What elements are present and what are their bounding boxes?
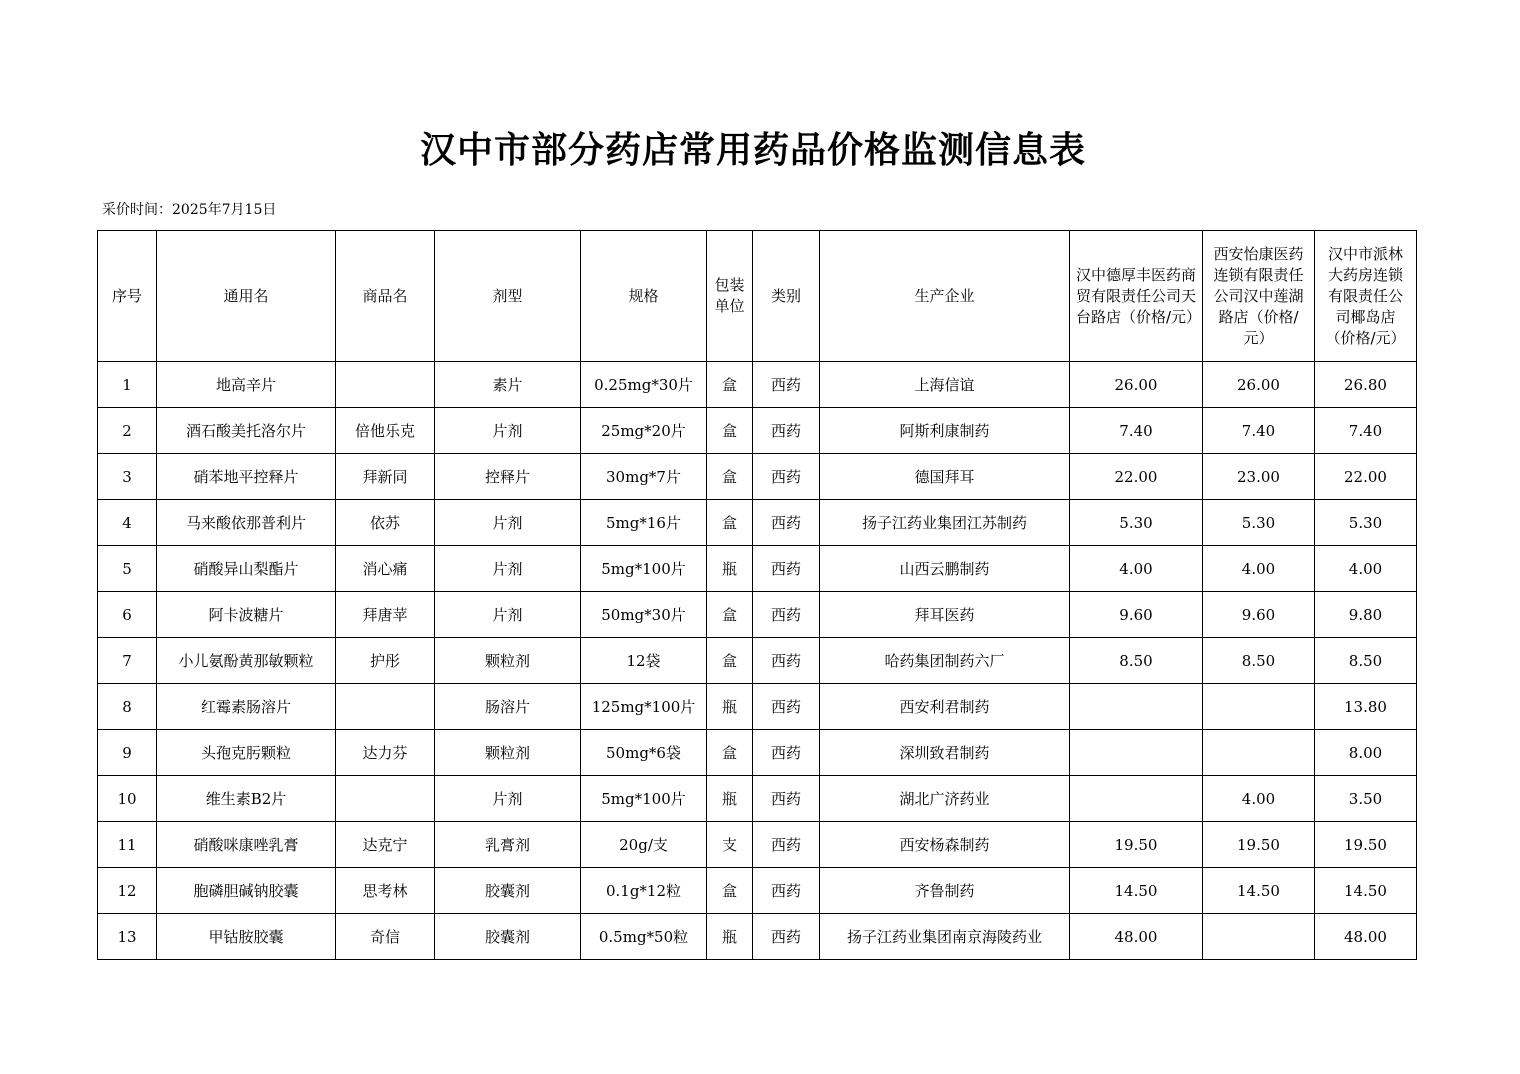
cell-store-1-price: 26.00 (1070, 362, 1203, 408)
header-row (98, 231, 1417, 362)
cell-store-2-price: 4.00 (1203, 546, 1315, 592)
cell-seq: 5 (98, 546, 157, 592)
cell-generic-name: 小儿氨酚黄那敏颗粒 (157, 638, 336, 684)
cell-trade-name: 达克宁 (336, 822, 435, 868)
cell-manufacturer: 扬子江药业集团南京海陵药业 (820, 914, 1070, 960)
cell-manufacturer: 上海信谊 (820, 362, 1070, 408)
cell-seq: 4 (98, 500, 157, 546)
cell-category: 西药 (753, 730, 820, 776)
cell-spec: 25mg*20片 (581, 408, 707, 454)
cell-manufacturer: 德国拜耳 (820, 454, 1070, 500)
cell-dosage-form: 片剂 (435, 592, 581, 638)
cell-manufacturer: 西安利君制药 (820, 684, 1070, 730)
cell-seq: 3 (98, 454, 157, 500)
cell-store-2-price: 5.30 (1203, 500, 1315, 546)
cell-store-1-price: 7.40 (1070, 408, 1203, 454)
cell-generic-name: 维生素B2片 (157, 776, 336, 822)
cell-category: 西药 (753, 868, 820, 914)
cell-trade-name: 倍他乐克 (336, 408, 435, 454)
cell-category: 西药 (753, 500, 820, 546)
cell-trade-name: 消心痛 (336, 546, 435, 592)
cell-generic-name: 红霉素肠溶片 (157, 684, 336, 730)
cell-store-3-price: 8.50 (1315, 638, 1417, 684)
cell-trade-name: 拜新同 (336, 454, 435, 500)
cell-store-1-price: 9.60 (1070, 592, 1203, 638)
table-row (98, 776, 1417, 822)
header-store-1-price: 汉中德厚丰医药商贸有限责任公司天台路店（价格/元） (1070, 231, 1203, 362)
table-row (98, 546, 1417, 592)
cell-seq: 6 (98, 592, 157, 638)
cell-generic-name: 阿卡波糖片 (157, 592, 336, 638)
cell-generic-name: 甲钴胺胶囊 (157, 914, 336, 960)
cell-package-unit: 盒 (707, 362, 753, 408)
cell-dosage-form: 颗粒剂 (435, 638, 581, 684)
cell-store-3-price: 3.50 (1315, 776, 1417, 822)
cell-spec: 12袋 (581, 638, 707, 684)
cell-trade-name: 思考林 (336, 868, 435, 914)
cell-store-2-price: 23.00 (1203, 454, 1315, 500)
cell-spec: 30mg*7片 (581, 454, 707, 500)
cell-store-3-price: 9.80 (1315, 592, 1417, 638)
cell-category: 西药 (753, 638, 820, 684)
cell-store-2-price (1203, 730, 1315, 776)
header-package-unit: 包装单位 (707, 231, 753, 362)
cell-spec: 0.5mg*50粒 (581, 914, 707, 960)
cell-store-3-price: 19.50 (1315, 822, 1417, 868)
cell-store-1-price: 19.50 (1070, 822, 1203, 868)
cell-seq: 7 (98, 638, 157, 684)
cell-store-2-price: 7.40 (1203, 408, 1315, 454)
cell-store-1-price: 48.00 (1070, 914, 1203, 960)
cell-store-2-price: 14.50 (1203, 868, 1315, 914)
cell-package-unit: 支 (707, 822, 753, 868)
cell-store-2-price (1203, 914, 1315, 960)
cell-dosage-form: 片剂 (435, 500, 581, 546)
header-seq: 序号 (98, 231, 157, 362)
cell-dosage-form: 肠溶片 (435, 684, 581, 730)
cell-store-1-price: 8.50 (1070, 638, 1203, 684)
page-title: 汉中市部分药店常用药品价格监测信息表 (419, 130, 1086, 171)
cell-spec: 20g/支 (581, 822, 707, 868)
cell-package-unit: 瓶 (707, 684, 753, 730)
cell-store-2-price: 26.00 (1203, 362, 1315, 408)
cell-dosage-form: 胶囊剂 (435, 914, 581, 960)
cell-package-unit: 盒 (707, 730, 753, 776)
cell-package-unit: 盒 (707, 868, 753, 914)
cell-store-1-price (1070, 776, 1203, 822)
cell-manufacturer: 深圳致君制药 (820, 730, 1070, 776)
cell-category: 西药 (753, 914, 820, 960)
cell-manufacturer: 湖北广济药业 (820, 776, 1070, 822)
cell-spec: 0.1g*12粒 (581, 868, 707, 914)
cell-trade-name: 依苏 (336, 500, 435, 546)
cell-store-1-price: 14.50 (1070, 868, 1203, 914)
cell-store-3-price: 14.50 (1315, 868, 1417, 914)
cell-spec: 0.25mg*30片 (581, 362, 707, 408)
cell-category: 西药 (753, 592, 820, 638)
cell-store-2-price: 4.00 (1203, 776, 1315, 822)
cell-category: 西药 (753, 776, 820, 822)
survey-date: 采价时间：2025年7月15日 (102, 202, 277, 218)
cell-package-unit: 瓶 (707, 546, 753, 592)
header-store-2-price: 西安怡康医药连锁有限责任公司汉中莲湖路店（价格/元） (1203, 231, 1315, 362)
cell-dosage-form: 控释片 (435, 454, 581, 500)
cell-store-3-price: 4.00 (1315, 546, 1417, 592)
cell-store-3-price: 5.30 (1315, 500, 1417, 546)
cell-store-2-price: 9.60 (1203, 592, 1315, 638)
cell-generic-name: 马来酸依那普利片 (157, 500, 336, 546)
cell-dosage-form: 片剂 (435, 546, 581, 592)
cell-manufacturer: 西安杨森制药 (820, 822, 1070, 868)
table-row (98, 868, 1417, 914)
table-row (98, 500, 1417, 546)
cell-trade-name: 护彤 (336, 638, 435, 684)
table-row (98, 822, 1417, 868)
cell-category: 西药 (753, 684, 820, 730)
cell-spec: 5mg*16片 (581, 500, 707, 546)
cell-manufacturer: 山西云鹏制药 (820, 546, 1070, 592)
cell-trade-name (336, 776, 435, 822)
cell-store-3-price: 13.80 (1315, 684, 1417, 730)
cell-store-1-price (1070, 730, 1203, 776)
cell-package-unit: 盒 (707, 500, 753, 546)
cell-seq: 8 (98, 684, 157, 730)
header-dosage-form: 剂型 (435, 231, 581, 362)
cell-category: 西药 (753, 362, 820, 408)
table-row (98, 638, 1417, 684)
cell-store-2-price (1203, 684, 1315, 730)
cell-category: 西药 (753, 822, 820, 868)
header-generic-name: 通用名 (157, 231, 336, 362)
table-row (98, 454, 1417, 500)
header-manufacturer: 生产企业 (820, 231, 1070, 362)
cell-category: 西药 (753, 408, 820, 454)
cell-manufacturer: 齐鲁制药 (820, 868, 1070, 914)
header-store-3-price: 汉中市派林大药房连锁有限责任公司椰岛店（价格/元） (1315, 231, 1417, 362)
cell-trade-name: 奇信 (336, 914, 435, 960)
cell-seq: 9 (98, 730, 157, 776)
cell-manufacturer: 阿斯利康制药 (820, 408, 1070, 454)
cell-seq: 12 (98, 868, 157, 914)
cell-generic-name: 头孢克肟颗粒 (157, 730, 336, 776)
table-body (98, 362, 1417, 960)
cell-spec: 50mg*30片 (581, 592, 707, 638)
cell-dosage-form: 胶囊剂 (435, 868, 581, 914)
header-spec: 规格 (581, 231, 707, 362)
cell-spec: 125mg*100片 (581, 684, 707, 730)
cell-store-3-price: 22.00 (1315, 454, 1417, 500)
cell-package-unit: 瓶 (707, 914, 753, 960)
cell-store-3-price: 7.40 (1315, 408, 1417, 454)
cell-store-3-price: 26.80 (1315, 362, 1417, 408)
table-row (98, 914, 1417, 960)
table-row (98, 408, 1417, 454)
table-row (98, 362, 1417, 408)
cell-spec: 5mg*100片 (581, 546, 707, 592)
cell-generic-name: 胞磷胆碱钠胶囊 (157, 868, 336, 914)
cell-package-unit: 盒 (707, 592, 753, 638)
table-row (98, 684, 1417, 730)
cell-trade-name: 达力芬 (336, 730, 435, 776)
cell-seq: 1 (98, 362, 157, 408)
price-table (97, 230, 1417, 960)
cell-category: 西药 (753, 454, 820, 500)
cell-package-unit: 盒 (707, 454, 753, 500)
cell-manufacturer: 扬子江药业集团江苏制药 (820, 500, 1070, 546)
cell-seq: 10 (98, 776, 157, 822)
cell-store-1-price: 4.00 (1070, 546, 1203, 592)
cell-trade-name (336, 684, 435, 730)
cell-store-2-price: 19.50 (1203, 822, 1315, 868)
cell-generic-name: 地高辛片 (157, 362, 336, 408)
cell-generic-name: 硝酸异山梨酯片 (157, 546, 336, 592)
cell-store-3-price: 48.00 (1315, 914, 1417, 960)
cell-seq: 11 (98, 822, 157, 868)
cell-dosage-form: 素片 (435, 362, 581, 408)
cell-seq: 2 (98, 408, 157, 454)
cell-seq: 13 (98, 914, 157, 960)
cell-package-unit: 盒 (707, 408, 753, 454)
cell-generic-name: 硝酸咪康唑乳膏 (157, 822, 336, 868)
cell-trade-name (336, 362, 435, 408)
cell-store-1-price: 22.00 (1070, 454, 1203, 500)
cell-category: 西药 (753, 546, 820, 592)
header-category: 类别 (753, 231, 820, 362)
cell-generic-name: 硝苯地平控释片 (157, 454, 336, 500)
cell-package-unit: 瓶 (707, 776, 753, 822)
cell-dosage-form: 片剂 (435, 408, 581, 454)
cell-spec: 5mg*100片 (581, 776, 707, 822)
cell-manufacturer: 哈药集团制药六厂 (820, 638, 1070, 684)
cell-package-unit: 盒 (707, 638, 753, 684)
cell-dosage-form: 颗粒剂 (435, 730, 581, 776)
header-trade-name: 商品名 (336, 231, 435, 362)
cell-generic-name: 酒石酸美托洛尔片 (157, 408, 336, 454)
cell-trade-name: 拜唐苹 (336, 592, 435, 638)
cell-store-1-price: 5.30 (1070, 500, 1203, 546)
cell-store-3-price: 8.00 (1315, 730, 1417, 776)
cell-store-2-price: 8.50 (1203, 638, 1315, 684)
cell-spec: 50mg*6袋 (581, 730, 707, 776)
cell-dosage-form: 乳膏剂 (435, 822, 581, 868)
cell-manufacturer: 拜耳医药 (820, 592, 1070, 638)
table-row (98, 730, 1417, 776)
cell-store-1-price (1070, 684, 1203, 730)
cell-dosage-form: 片剂 (435, 776, 581, 822)
table-row (98, 592, 1417, 638)
